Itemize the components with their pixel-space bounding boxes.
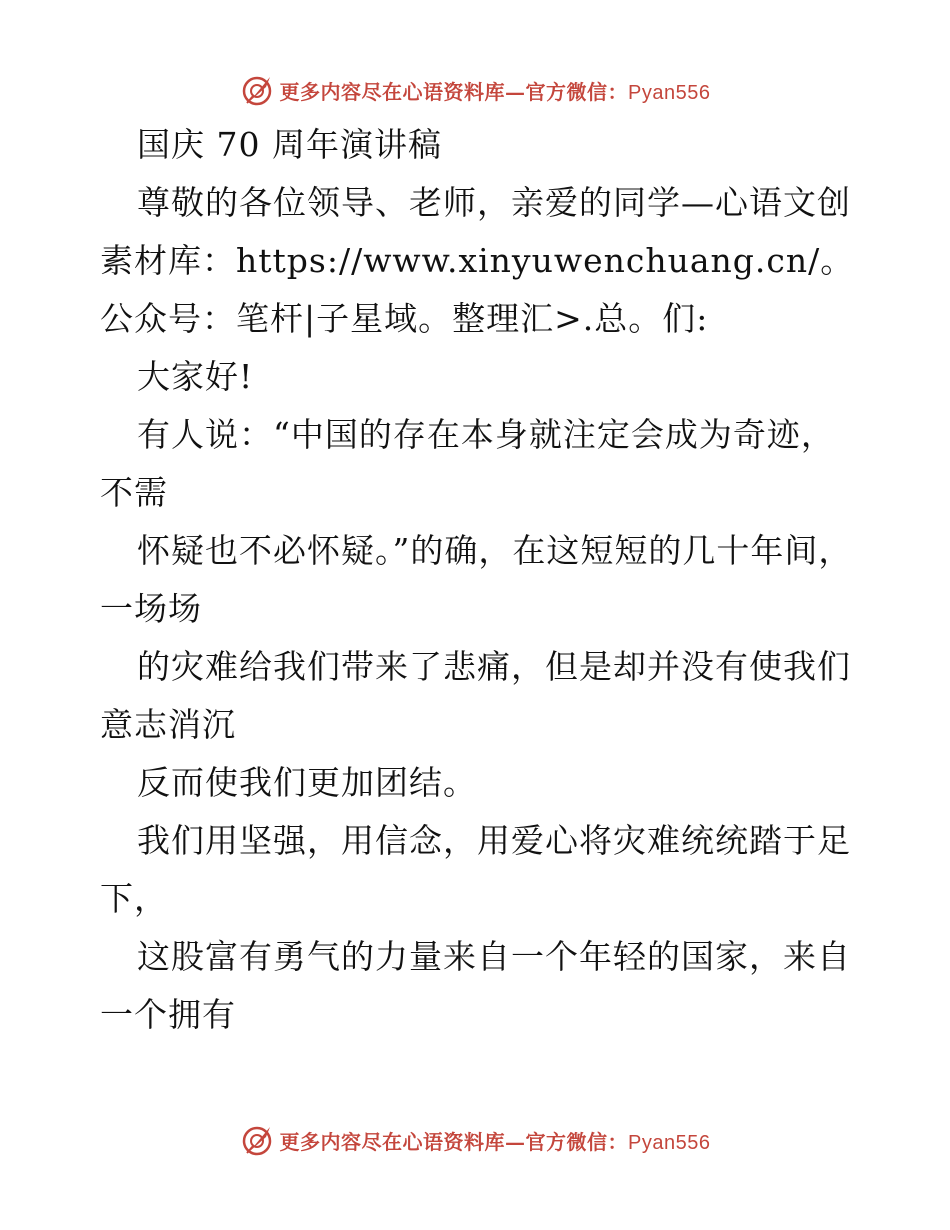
header-banner-text: 更多内容尽在心语资料库—官方微信：Pyan556: [279, 79, 711, 104]
paragraph: 的灾难给我们带来了悲痛，但是却并没有使我们意志消沉: [100, 647, 851, 744]
paragraph: 尊敬的各位领导、老师，亲爱的同学—心语文创素材库：https://www.xinyuwenchuang.cn/。公众号：笔杆|子星域。整理汇>.总。们:: [100, 183, 855, 338]
document-body: [100, 116, 860, 1044]
document-title: 国庆 70 周年演讲稿: [137, 125, 442, 164]
footer-banner-text: 更多内容尽在心语资料库—官方微信：Pyan556: [279, 1129, 711, 1154]
paragraph: 这股富有勇气的力量来自一个年轻的国家，来自一个拥有: [100, 937, 851, 1034]
footer-banner: [0, 1120, 950, 1160]
paragraph: 怀疑也不必怀疑。”的确，在这短短的几十年间，一场场: [100, 531, 853, 628]
footer-wechat-id: Pyan556: [628, 1131, 711, 1154]
header-banner: [0, 70, 950, 110]
paragraph: 我们用坚强，用信念，用爱心将灾难统统踏于足下，: [100, 821, 851, 918]
paragraph: 反而使我们更加团结。: [137, 763, 477, 802]
paragraph: 大家好!: [137, 357, 254, 396]
quill-logo-icon: [240, 1123, 274, 1157]
quill-logo-icon: [240, 73, 274, 107]
paragraph: 有人说：“中国的存在本身就注定会成为奇迹，不需: [100, 415, 835, 512]
header-wechat-id: Pyan556: [628, 81, 711, 104]
